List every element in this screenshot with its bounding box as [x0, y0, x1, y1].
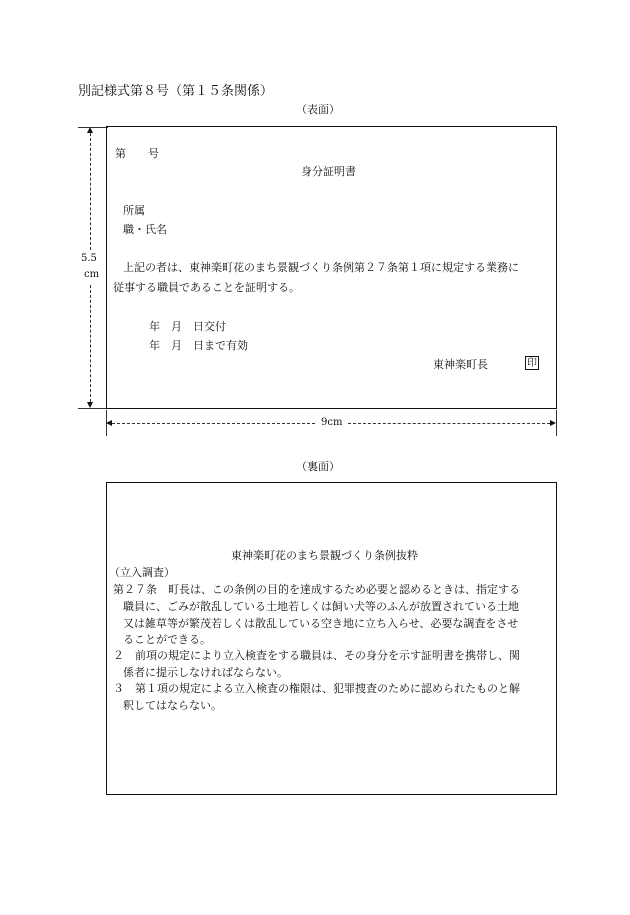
certificate-title: 身分証明書	[301, 165, 356, 178]
width-dimension-label: 9cm	[321, 417, 343, 428]
paragraph-3-line-2: 釈してはならない。	[123, 699, 222, 712]
width-dimension-line-right	[348, 423, 550, 424]
certificate-number: 第 号	[115, 147, 159, 160]
affiliation-label: 所属	[123, 204, 145, 217]
height-dimension-line-lower	[90, 285, 91, 402]
height-dimension-value: 5.5	[81, 253, 97, 264]
valid-until-line: 年 月 日まで有効	[149, 339, 248, 352]
width-dimension-right-tick	[556, 410, 557, 436]
excerpt-title: 東神楽町花のまち景観づくり条例抜粋	[231, 549, 418, 562]
height-dimension-top-tick	[78, 127, 108, 128]
front-label: （表面）	[296, 103, 340, 116]
statement-line-2: 従事する職員であることを証明する。	[113, 281, 300, 294]
article-line-2: 職員に、ごみが散乱している土地若しくは飼い犬等のふんが放置されている土地	[123, 600, 519, 613]
width-dimension-line-left	[112, 423, 315, 424]
paragraph-3-line-1: ３ 第１項の規定による立入検査の権限は、犯罪捜査のために認められたものと解	[113, 682, 520, 695]
height-dimension-unit: cm	[84, 269, 100, 280]
width-arrow-right-icon	[550, 420, 556, 426]
height-dimension-line-upper	[90, 133, 91, 250]
form-title: 別記様式第８号（第１５条関係）	[78, 84, 274, 99]
front-card	[106, 126, 557, 409]
issuer-name: 東神楽町長	[433, 358, 488, 371]
article-line-4: ることができる。	[123, 633, 211, 646]
back-card	[106, 482, 557, 795]
seal-icon: 印	[527, 358, 537, 369]
height-dimension-bottom-tick	[78, 408, 108, 409]
statement-line-1: 上記の者は、東神楽町花のまち景観づくり条例第２７条第１項に規定する業務に	[123, 261, 519, 274]
article-line-1: 第２７条 町長は、この条例の目的を達成するため必要と認めるときは、指定する	[113, 583, 520, 596]
issued-date-line: 年 月 日交付	[149, 320, 226, 333]
back-label: （裏面）	[296, 460, 340, 473]
paragraph-2-line-2: 係者に提示しなければならない。	[123, 666, 288, 679]
position-name-label: 職・氏名	[123, 223, 167, 236]
section-heading: （立入調査）	[109, 566, 175, 579]
paragraph-2-line-1: ２ 前項の規定により立入検査をする職員は、その身分を示す証明書を携帯し、関	[113, 649, 520, 662]
article-line-3: 又は雑草等が繁茂若しくは散乱している空き地に立ち入らせ、必要な調査をさせ	[123, 617, 519, 630]
height-arrow-down-icon	[87, 402, 93, 408]
